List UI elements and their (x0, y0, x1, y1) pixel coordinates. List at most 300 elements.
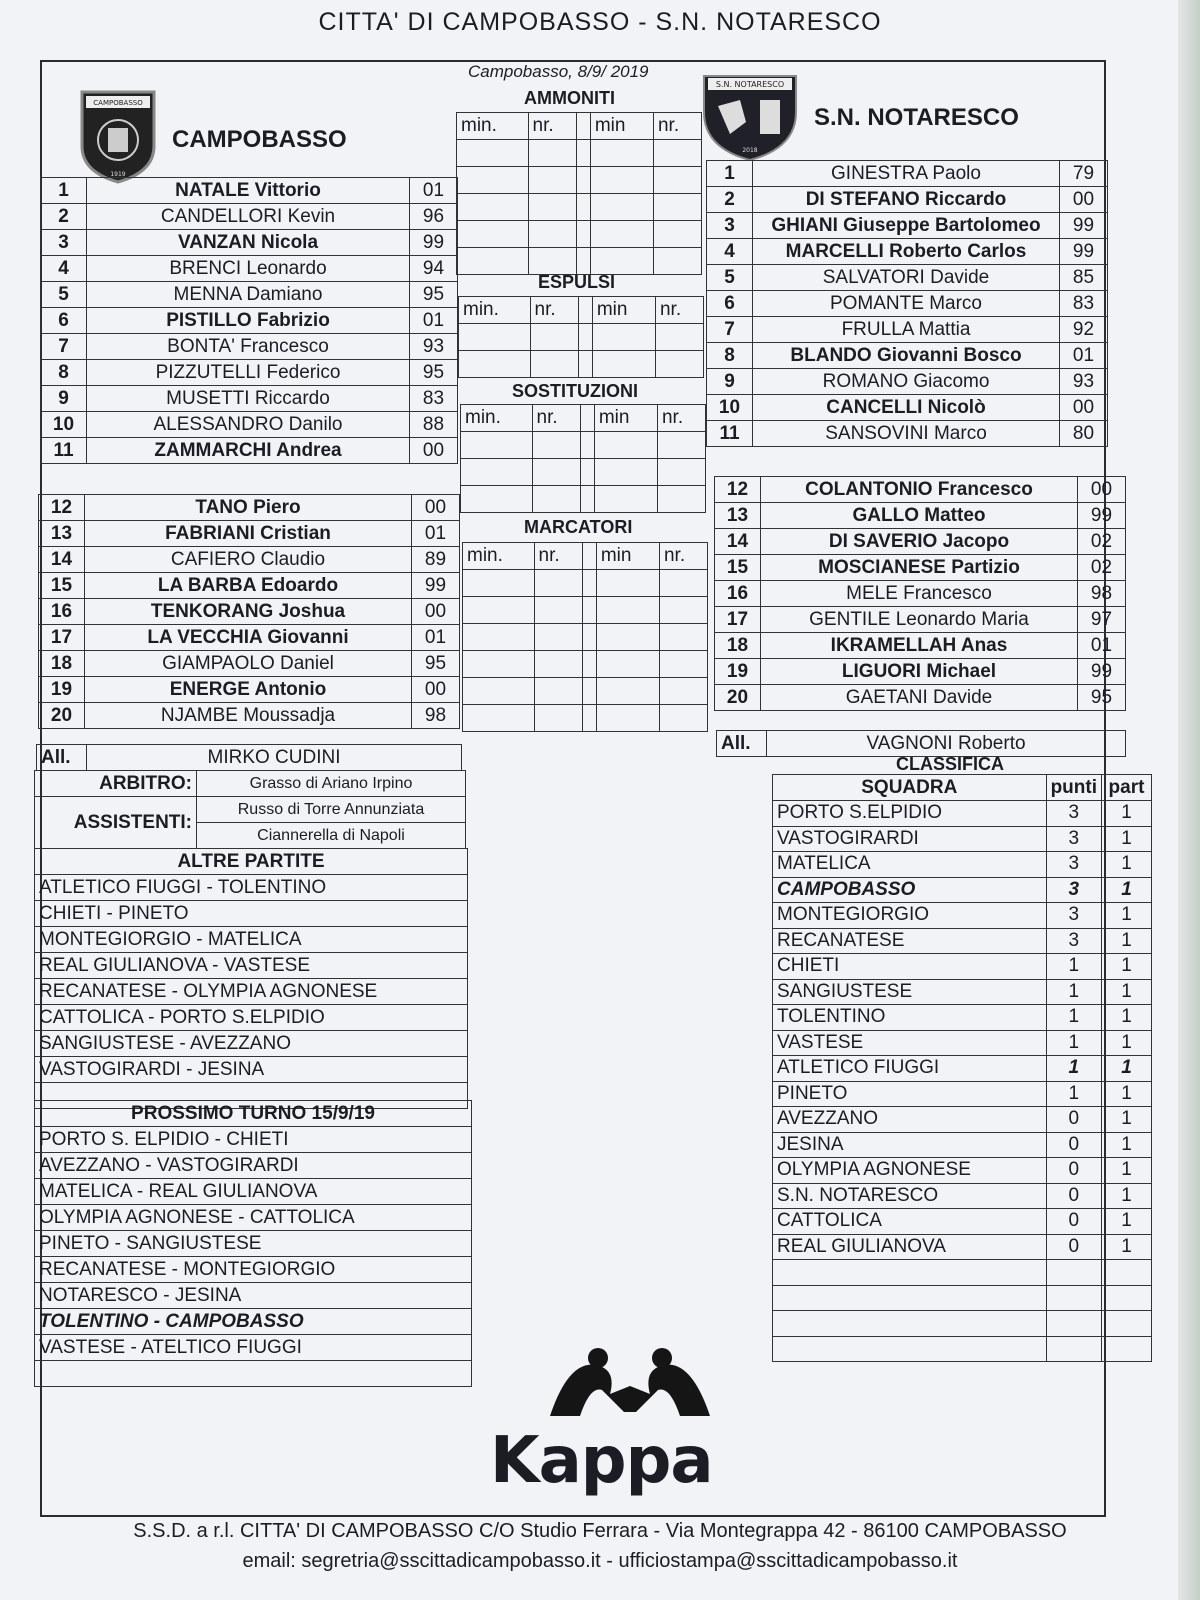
player-shirt: 00 (410, 438, 458, 464)
player-shirt: 83 (1060, 291, 1108, 317)
arbitro-name: Grasso di Ariano Irpino (197, 771, 466, 797)
standing-row (773, 1107, 1152, 1133)
standing-team: PINETO (773, 1081, 1047, 1107)
standing-points: 1 (1046, 954, 1101, 980)
player-shirt: 89 (412, 547, 460, 573)
away-subs-table (714, 476, 1126, 711)
player-shirt: 01 (410, 178, 458, 204)
ammoniti-title: AMMONITI (524, 88, 615, 108)
standing-points: 1 (1046, 1005, 1101, 1031)
grid-cell (653, 248, 701, 275)
player-shirt: 99 (1078, 659, 1126, 685)
grid-cell (590, 140, 653, 167)
standing-team: CATTOLICA (773, 1209, 1047, 1235)
grid-cell (653, 140, 701, 167)
grid-cell (578, 324, 592, 351)
player-number: 4 (41, 256, 87, 282)
player-number: 10 (707, 395, 753, 421)
match-name: REAL GIULIANOVA - VASTESE (35, 953, 468, 979)
player-number: 13 (39, 521, 85, 547)
grid-row (457, 248, 702, 275)
standing-team: RECANATESE (773, 928, 1047, 954)
standing-played: 1 (1102, 1209, 1152, 1235)
player-row (39, 547, 460, 573)
standing-row (773, 903, 1152, 929)
altre-partite-title: ALTRE PARTITE (35, 849, 468, 875)
away-coach: VAGNONI Roberto (767, 731, 1126, 757)
standing-played: 1 (1102, 877, 1152, 903)
player-number: 17 (39, 625, 85, 651)
classifica-header (773, 775, 1152, 801)
grid-cell (582, 705, 596, 732)
grid-header (459, 297, 704, 324)
player-name: DI SAVERIO Jacopo (761, 529, 1078, 555)
grid-row (461, 432, 706, 459)
grid-cell (582, 651, 596, 678)
player-shirt: 99 (412, 573, 460, 599)
altre-partite-table (34, 848, 468, 1109)
standing-points: 0 (1046, 1132, 1101, 1158)
grid-cell (457, 167, 529, 194)
grid-col-label: nr. (528, 113, 576, 140)
player-number: 17 (715, 607, 761, 633)
player-row (41, 438, 458, 464)
player-row (39, 651, 460, 677)
standing-points: 0 (1046, 1158, 1101, 1184)
grid-cell (580, 459, 594, 486)
player-shirt: 95 (410, 282, 458, 308)
grid-cell (457, 140, 529, 167)
player-shirt: 98 (1078, 581, 1126, 607)
match-name: NOTARESCO - JESINA (35, 1283, 472, 1309)
coach-label: All. (717, 731, 767, 757)
crest-text: CAMPOBASSO (93, 99, 143, 107)
player-name: MOSCIANESE Partizio (761, 555, 1078, 581)
grid-row (463, 705, 708, 732)
grid-cell (576, 140, 590, 167)
grid-cell (459, 324, 531, 351)
blank-cell (1046, 1260, 1101, 1286)
player-shirt: 99 (1078, 503, 1126, 529)
standing-played: 1 (1102, 801, 1152, 827)
sostituzioni-title: SOSTITUZIONI (512, 381, 638, 401)
player-number: 15 (39, 573, 85, 599)
match-row (35, 927, 468, 953)
match-row (35, 1335, 472, 1361)
player-name: SANSOVINI Marco (753, 421, 1060, 447)
section-header (35, 1101, 472, 1127)
player-row (715, 581, 1126, 607)
home-coach: MIRKO CUDINI (87, 745, 462, 771)
grid-cell (596, 570, 659, 597)
player-row (39, 521, 460, 547)
match-name: CHIETI - PINETO (35, 901, 468, 927)
grid-cell (457, 248, 529, 275)
standing-row (773, 979, 1152, 1005)
prossimo-turno-table (34, 1100, 472, 1387)
blank-cell (773, 1285, 1047, 1311)
grid-cell (590, 194, 653, 221)
player-number: 15 (715, 555, 761, 581)
standing-points: 1 (1046, 1056, 1101, 1082)
player-row (39, 677, 460, 703)
standing-team: MONTEGIORGIO (773, 903, 1047, 929)
player-shirt: 99 (410, 230, 458, 256)
player-name: PIZZUTELLI Federico (87, 360, 410, 386)
player-name: CANDELLORI Kevin (87, 204, 410, 230)
player-number: 1 (707, 161, 753, 187)
blank-cell (1046, 1336, 1101, 1362)
player-row (41, 334, 458, 360)
player-number: 4 (707, 239, 753, 265)
grid-col-label: min. (463, 543, 535, 570)
match-name: MATELICA - REAL GIULIANOVA (35, 1179, 472, 1205)
player-name: PISTILLO Fabrizio (87, 308, 410, 334)
arbitro-label: ARBITRO: (35, 771, 197, 797)
player-number: 8 (41, 360, 87, 386)
standing-points: 3 (1046, 877, 1101, 903)
grid-col-label: min (590, 113, 653, 140)
player-number: 6 (41, 308, 87, 334)
match-name: MONTEGIORGIO - MATELICA (35, 927, 468, 953)
player-name: CANCELLI Nicolò (753, 395, 1060, 421)
player-number: 10 (41, 412, 87, 438)
grid-cell (655, 324, 703, 351)
player-shirt: 01 (412, 521, 460, 547)
grid-cell (592, 351, 655, 378)
notaresco-crest-icon (700, 72, 800, 164)
player-row (41, 230, 458, 256)
grid-cell (528, 221, 576, 248)
grid-cell (576, 194, 590, 221)
blank-cell (1046, 1285, 1101, 1311)
grid-cell (580, 432, 594, 459)
player-number: 9 (707, 369, 753, 395)
player-shirt: 88 (410, 412, 458, 438)
player-name: SALVATORI Davide (753, 265, 1060, 291)
officials-table (34, 770, 466, 849)
standing-played: 1 (1102, 928, 1152, 954)
grid-col-label: nr. (657, 405, 705, 432)
sponsor-name: Kappa (490, 1424, 713, 1498)
paper-edge (1178, 0, 1200, 1600)
player-row (707, 317, 1108, 343)
player-name: LIGUORI Michael (761, 659, 1078, 685)
player-row (715, 555, 1126, 581)
match-row (35, 1257, 472, 1283)
player-number: 9 (41, 386, 87, 412)
player-number: 12 (39, 495, 85, 521)
col-punti: punti (1046, 775, 1101, 801)
player-number: 6 (707, 291, 753, 317)
standing-points: 0 (1046, 1183, 1101, 1209)
footer-address: S.S.D. a r.l. CITTA' DI CAMPOBASSO C/O Studio Ferrara - Via Montegrappa 42 - 86100 CAMPOBASSO (133, 1520, 1067, 1542)
standing-points: 0 (1046, 1234, 1101, 1260)
grid-header (461, 405, 706, 432)
match-name: VASTOGIRARDI - JESINA (35, 1057, 468, 1083)
grid-cell (653, 167, 701, 194)
grid-col-label: nr. (653, 113, 701, 140)
standing-team: S.N. NOTARESCO (773, 1183, 1047, 1209)
player-name: MARCELLI Roberto Carlos (753, 239, 1060, 265)
player-number: 5 (41, 282, 87, 308)
grid-cell (576, 248, 590, 275)
grid-row (461, 459, 706, 486)
grid-cell (659, 705, 707, 732)
player-shirt: 00 (412, 677, 460, 703)
player-number: 3 (707, 213, 753, 239)
grid-row (463, 624, 708, 651)
grid-cell (576, 221, 590, 248)
assistenti-label: ASSISTENTI: (35, 797, 197, 849)
standing-played: 1 (1102, 826, 1152, 852)
standing-points: 3 (1046, 928, 1101, 954)
player-row (707, 265, 1108, 291)
blank-cell (773, 1336, 1047, 1362)
away-team-name: S.N. NOTARESCO (814, 104, 1019, 131)
player-number: 2 (41, 204, 87, 230)
grid-cell (657, 459, 705, 486)
grid-col-label (582, 543, 596, 570)
grid-row (457, 167, 702, 194)
player-shirt: 95 (410, 360, 458, 386)
player-number: 14 (39, 547, 85, 573)
standing-team: MATELICA (773, 852, 1047, 878)
grid-cell (461, 432, 533, 459)
match-name: RECANATESE - OLYMPIA AGNONESE (35, 979, 468, 1005)
player-shirt: 99 (1060, 213, 1108, 239)
player-shirt: 79 (1060, 161, 1108, 187)
grid-cell (534, 705, 582, 732)
standing-points: 1 (1046, 1030, 1101, 1056)
standing-points: 0 (1046, 1209, 1101, 1235)
standing-points: 3 (1046, 903, 1101, 929)
standing-points: 3 (1046, 852, 1101, 878)
standing-row (773, 801, 1152, 827)
player-row (707, 421, 1108, 447)
grid-row (461, 486, 706, 513)
match-name: OLYMPIA AGNONESE - CATTOLICA (35, 1205, 472, 1231)
match-row (35, 1057, 468, 1083)
home-starters-table (40, 177, 458, 464)
player-name: ZAMMARCHI Andrea (87, 438, 410, 464)
grid-col-label: nr. (534, 543, 582, 570)
assistente-1: Russo di Torre Annunziata (197, 797, 466, 823)
player-number: 7 (707, 317, 753, 343)
grid-cell (659, 624, 707, 651)
player-shirt: 00 (412, 599, 460, 625)
player-number: 7 (41, 334, 87, 360)
grid-row (463, 678, 708, 705)
player-row (715, 529, 1126, 555)
player-shirt: 01 (1060, 343, 1108, 369)
player-name: GHIANI Giuseppe Bartolomeo (753, 213, 1060, 239)
standing-played: 1 (1102, 1107, 1152, 1133)
blank-row (773, 1260, 1152, 1286)
match-row (35, 1031, 468, 1057)
player-name: IKRAMELLAH Anas (761, 633, 1078, 659)
player-name: GALLO Matteo (761, 503, 1078, 529)
match-name: RECANATESE - MONTEGIORGIO (35, 1257, 472, 1283)
player-name: NJAMBE Moussadja (85, 703, 412, 729)
grid-col-label: min (592, 297, 655, 324)
grid-cell (596, 651, 659, 678)
player-shirt: 00 (1060, 395, 1108, 421)
grid-cell (653, 221, 701, 248)
player-row (707, 343, 1108, 369)
grid-row (459, 324, 704, 351)
grid-cell (532, 432, 580, 459)
standing-team: CAMPOBASSO (773, 877, 1047, 903)
player-number: 2 (707, 187, 753, 213)
grid-col-label: nr. (530, 297, 578, 324)
grid-cell (532, 486, 580, 513)
player-name: ROMANO Giacomo (753, 369, 1060, 395)
blank-cell (35, 1361, 472, 1387)
player-shirt: 83 (410, 386, 458, 412)
kappa-logo-icon (530, 1346, 730, 1426)
grid-cell (457, 194, 529, 221)
player-row (39, 599, 460, 625)
crest-year: 2018 (742, 147, 758, 154)
grid-cell (659, 651, 707, 678)
match-row (35, 901, 468, 927)
grid-cell (590, 221, 653, 248)
grid-cell (463, 624, 535, 651)
player-name: TANO Piero (85, 495, 412, 521)
player-shirt: 96 (410, 204, 458, 230)
grid-header (463, 543, 708, 570)
marcatori-grid (462, 542, 708, 732)
player-shirt: 93 (1060, 369, 1108, 395)
player-name: MENNA Damiano (87, 282, 410, 308)
player-number: 18 (39, 651, 85, 677)
grid-cell (528, 140, 576, 167)
player-name: VANZAN Nicola (87, 230, 410, 256)
player-number: 20 (39, 703, 85, 729)
match-name: PORTO S. ELPIDIO - CHIETI (35, 1127, 472, 1153)
grid-cell (582, 597, 596, 624)
player-row (707, 213, 1108, 239)
blank-cell (1102, 1311, 1152, 1337)
player-shirt: 02 (1078, 555, 1126, 581)
grid-cell (534, 597, 582, 624)
grid-cell (596, 705, 659, 732)
standing-points: 1 (1046, 979, 1101, 1005)
grid-cell (532, 459, 580, 486)
campobasso-crest-icon (78, 88, 158, 184)
crest-year: 1919 (110, 171, 126, 178)
player-row (41, 282, 458, 308)
espulsi-grid (458, 296, 704, 378)
grid-cell (457, 221, 529, 248)
player-name: FRULLA Mattia (753, 317, 1060, 343)
grid-cell (582, 570, 596, 597)
player-name: TENKORANG Joshua (85, 599, 412, 625)
player-name: NATALE Vittorio (87, 178, 410, 204)
standing-points: 3 (1046, 801, 1101, 827)
standing-played: 1 (1102, 979, 1152, 1005)
standing-row (773, 826, 1152, 852)
standing-row (773, 1158, 1152, 1184)
grid-cell (459, 351, 531, 378)
player-row (715, 477, 1126, 503)
player-row (41, 360, 458, 386)
player-name: MUSETTI Riccardo (87, 386, 410, 412)
match-name: TOLENTINO - CAMPOBASSO (35, 1309, 472, 1335)
match-name: VASTESE - ATELTICO FIUGGI (35, 1335, 472, 1361)
grid-cell (594, 459, 657, 486)
player-row (715, 503, 1126, 529)
standing-played: 1 (1102, 852, 1152, 878)
player-row (707, 239, 1108, 265)
player-row (41, 204, 458, 230)
player-name: GAETANI Davide (761, 685, 1078, 711)
player-number: 18 (715, 633, 761, 659)
grid-cell (534, 570, 582, 597)
match-row (35, 1231, 472, 1257)
prossimo-turno-title: PROSSIMO TURNO 15/9/19 (35, 1101, 472, 1127)
player-number: 1 (41, 178, 87, 204)
player-shirt: 98 (412, 703, 460, 729)
player-row (707, 161, 1108, 187)
standing-team: AVEZZANO (773, 1107, 1047, 1133)
grid-cell (580, 486, 594, 513)
standing-row (773, 1183, 1152, 1209)
standing-points: 0 (1046, 1107, 1101, 1133)
blank-cell (1102, 1285, 1152, 1311)
grid-cell (463, 705, 535, 732)
player-shirt: 97 (1078, 607, 1126, 633)
player-name: LA BARBA Edoardo (85, 573, 412, 599)
player-name: POMANTE Marco (753, 291, 1060, 317)
grid-cell (659, 597, 707, 624)
grid-cell (576, 167, 590, 194)
home-coach-row (36, 744, 462, 771)
standing-row (773, 1030, 1152, 1056)
match-row (35, 1283, 472, 1309)
player-shirt: 93 (410, 334, 458, 360)
standing-played: 1 (1102, 954, 1152, 980)
player-shirt: 95 (412, 651, 460, 677)
grid-row (457, 140, 702, 167)
grid-cell (534, 624, 582, 651)
standing-row (773, 1234, 1152, 1260)
grid-cell (582, 678, 596, 705)
player-number: 16 (715, 581, 761, 607)
player-name: LA VECCHIA Giovanni (85, 625, 412, 651)
away-starters-table (706, 160, 1108, 447)
player-row (715, 607, 1126, 633)
match-row (35, 979, 468, 1005)
grid-col-label (578, 297, 592, 324)
standing-row (773, 852, 1152, 878)
player-shirt: 00 (1078, 477, 1126, 503)
grid-cell (528, 167, 576, 194)
player-row (41, 256, 458, 282)
grid-cell (659, 570, 707, 597)
match-row (35, 1309, 472, 1335)
player-number: 16 (39, 599, 85, 625)
match-row (35, 1205, 472, 1231)
col-part: part (1102, 775, 1152, 801)
player-row (39, 703, 460, 729)
standing-played: 1 (1102, 1081, 1152, 1107)
grid-col-label (580, 405, 594, 432)
match-name: AVEZZANO - VASTOGIRARDI (35, 1153, 472, 1179)
grid-cell (534, 651, 582, 678)
player-shirt: 85 (1060, 265, 1108, 291)
